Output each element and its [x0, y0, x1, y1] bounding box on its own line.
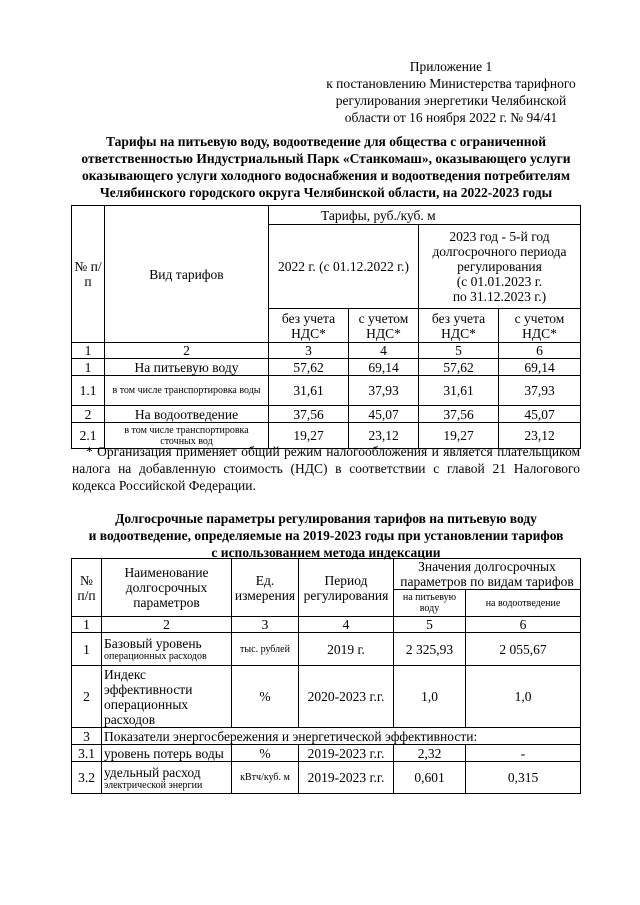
row-sewer: 2 055,67 [466, 633, 581, 666]
row-unit: % [232, 745, 299, 762]
colnum-2: 2 [102, 617, 232, 633]
row-name-line-1: Базовый уровень [104, 636, 202, 651]
no-vat-2022-header: без учета НДС* [269, 309, 349, 343]
row-value: 19,27 [269, 423, 349, 449]
row-name: в том числе транспортировка воды [105, 376, 269, 406]
row-period: 2020-2023 г.г. [299, 666, 394, 728]
row-value: 37,93 [349, 376, 419, 406]
col-num-header: № п/п [72, 559, 102, 617]
row-period: 2019-2023 г.г. [299, 762, 394, 794]
row-sewer: 1,0 [466, 666, 581, 728]
row-name: Индекс эффективности операционных расходов [102, 666, 232, 728]
appendix-line-1: Приложение 1 [409, 59, 493, 74]
colnum-3: 3 [269, 343, 349, 359]
appendix-line-4: области от 16 ноября 2022 г. № 94/41 [344, 110, 558, 125]
tariffs-table [71, 205, 581, 449]
period-2023-header [419, 225, 581, 309]
row-period: 2019 г. [299, 633, 394, 666]
row-sewer: 0,315 [466, 762, 581, 794]
table-row [72, 633, 581, 666]
colnum-3: 3 [232, 617, 299, 633]
parameters-table [71, 558, 581, 794]
col-tariffs-header: Тарифы, руб./куб. м [269, 206, 581, 225]
col-values-header: Значения долгосрочных параметров по видам тарифов [394, 559, 581, 590]
colnum-5: 5 [419, 343, 499, 359]
row-period: 2019-2023 г.г. [299, 745, 394, 762]
with-vat-2022-header: с учетом НДС* [349, 309, 419, 343]
column-numbers-row [72, 343, 581, 359]
row-value: 45,07 [349, 406, 419, 423]
row-num: 2.1 [72, 423, 105, 449]
row-num: 3.1 [72, 745, 102, 762]
table-row [72, 762, 581, 794]
appendix-header [320, 58, 582, 126]
row-num: 3.2 [72, 762, 102, 794]
colnum-5: 5 [394, 617, 466, 633]
row-unit: тыс. рублей [232, 633, 299, 666]
table-row [72, 666, 581, 728]
row-num: 2 [72, 666, 102, 728]
table-row [72, 728, 581, 745]
parameters-title-line-2: и водоотведение, определяемые на 2019-2023 годы при установлении тарифов [88, 528, 564, 543]
period-2023-line-1: 2023 год - 5-й год [449, 229, 550, 244]
row-value: 37,56 [419, 406, 499, 423]
row-value: 19,27 [419, 423, 499, 449]
row-name [102, 633, 232, 666]
row-unit: % [232, 666, 299, 728]
table-row [72, 745, 581, 762]
row-value: 69,14 [499, 359, 581, 376]
colnum-1: 1 [72, 343, 105, 359]
row-value: 57,62 [269, 359, 349, 376]
row-value: 23,12 [349, 423, 419, 449]
row-water: 2,32 [394, 745, 466, 762]
col-unit-header: Ед. измерения [232, 559, 299, 617]
parameters-title-line-3: с использованием метода индексации [211, 545, 441, 560]
row-num: 1 [72, 633, 102, 666]
with-vat-2023-header: с учетом НДС* [499, 309, 581, 343]
row-value: 45,07 [499, 406, 581, 423]
colnum-6: 6 [466, 617, 581, 633]
row-name: На питьевую воду [105, 359, 269, 376]
row-name: уровень потерь воды [102, 745, 232, 762]
row-name-line-2: электрической энергии [104, 779, 203, 791]
row-num: 3 [72, 728, 102, 745]
row-water: 0,601 [394, 762, 466, 794]
row-value: 23,12 [499, 423, 581, 449]
row-value: 37,56 [269, 406, 349, 423]
row-name: На водоотведение [105, 406, 269, 423]
col-num-header: № п/п [72, 206, 105, 343]
colnum-4: 4 [349, 343, 419, 359]
period-2023-line-4: (с 01.01.2023 г. [456, 274, 543, 289]
row-name: Показатели энергосбережения и энергетической эффективности: [102, 728, 581, 745]
period-2023-line-5: по 31.12.2023 г.) [452, 289, 547, 304]
parameters-title [72, 510, 580, 561]
table-row [72, 376, 581, 406]
table-row [72, 406, 581, 423]
period-2023-line-2: долгосрочного периода [432, 244, 567, 259]
row-water: 1,0 [394, 666, 466, 728]
row-num: 1.1 [72, 376, 105, 406]
table-row [72, 359, 581, 376]
tariffs-title: Тарифы на питьевую воду, водоотведение для общества с ограниченной ответственностью Индустриальный Парк «Станкомаш», оказывающего услуги оказывающего услуги холодного водоснабжения и водоотведения потребителям Челябинского городского округа Челябинской области, на 2022-2023 годы [81, 134, 571, 200]
row-num: 2 [72, 406, 105, 423]
row-sewer: - [466, 745, 581, 762]
period-2022-header: 2022 г. (с 01.12.2022 г.) [269, 225, 419, 309]
col-period-header: Период регулирования [299, 559, 394, 617]
colnum-1: 1 [72, 617, 102, 633]
row-value: 69,14 [349, 359, 419, 376]
col-type-header: Вид тарифов [105, 206, 269, 343]
colnum-2: 2 [105, 343, 269, 359]
row-name-line-1: удельный расход [104, 764, 201, 780]
period-2023-line-3: регулирования [457, 259, 542, 274]
column-numbers-row [72, 617, 581, 633]
row-value: 37,93 [499, 376, 581, 406]
row-name: в том числе транспортировка сточных вод [105, 423, 269, 449]
appendix-line-2: к постановлению Министерства тарифного [326, 76, 576, 91]
colnum-6: 6 [499, 343, 581, 359]
row-value: 31,61 [419, 376, 499, 406]
col-name-header: Наименование долгосрочных параметров [102, 559, 232, 617]
row-unit: кВтч/куб. м [232, 762, 299, 794]
row-name-line-2: операционных расходов [104, 651, 207, 662]
vat-footnote: * Организация применяет общий режим налогообложения и является плательщиком налога на добавленную стоимость (НДС) в соответствии с главой 21 Налогового кодекса Российской Федерации. [72, 444, 580, 493]
colnum-4: 4 [299, 617, 394, 633]
row-name [102, 762, 232, 794]
row-water: 2 325,93 [394, 633, 466, 666]
col-sewer-header: на водоотведение [466, 590, 581, 617]
row-value: 57,62 [419, 359, 499, 376]
row-num: 1 [72, 359, 105, 376]
row-value: 31,61 [269, 376, 349, 406]
no-vat-2023-header: без учета НДС* [419, 309, 499, 343]
appendix-line-3: регулирования энергетики Челябинской [335, 93, 567, 108]
col-water-header: на питьевую воду [394, 590, 466, 617]
parameters-title-line-1: Долгосрочные параметры регулирования тарифов на питьевую воду [115, 511, 537, 526]
